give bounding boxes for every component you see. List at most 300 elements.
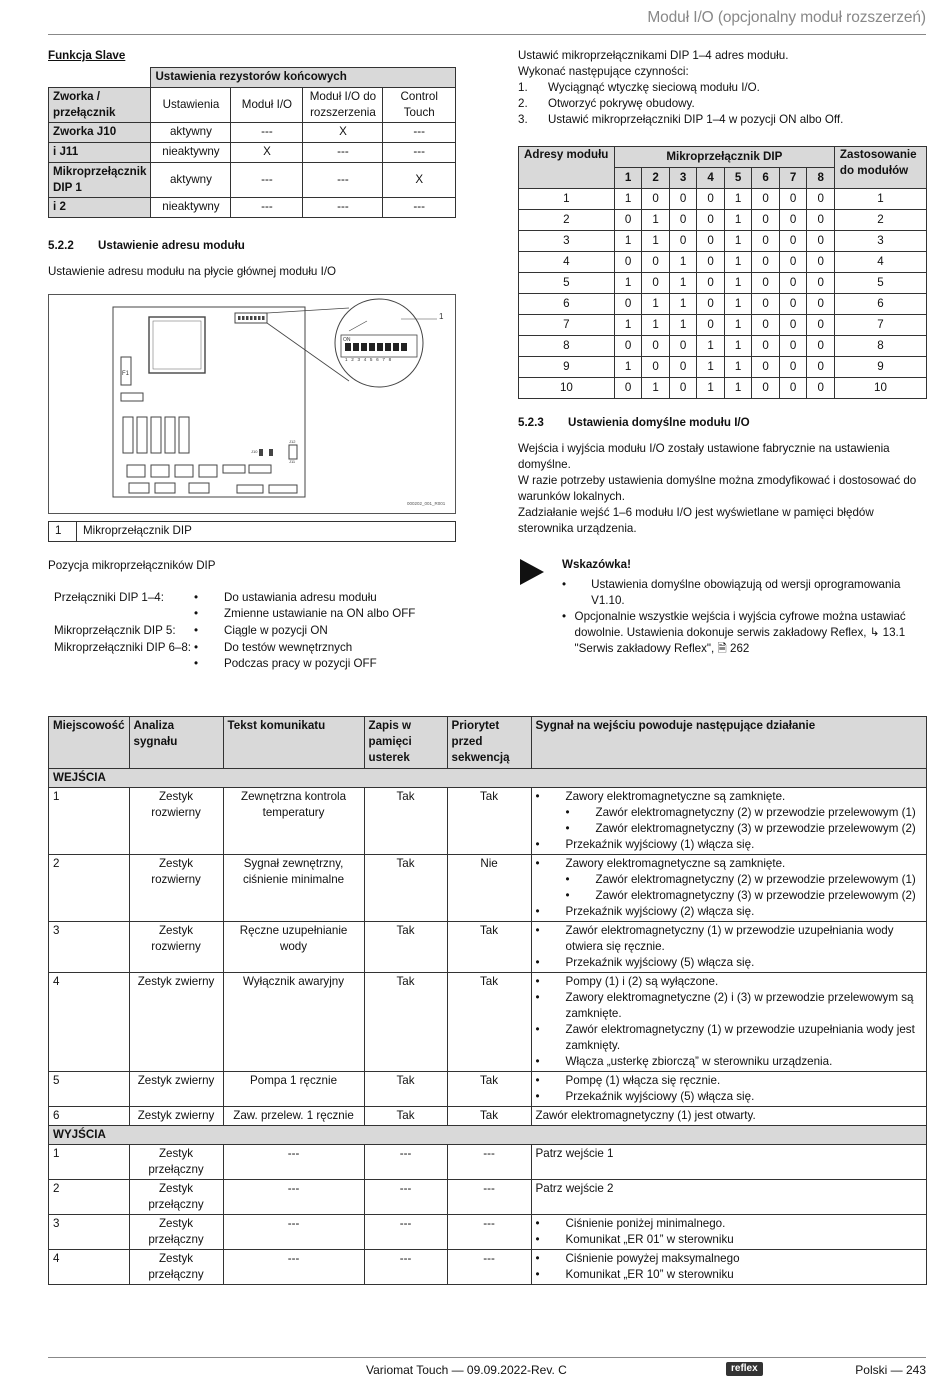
slave-cell-io: --- [231, 122, 303, 142]
io-header-cell: Priorytet przed sekwencją [447, 717, 531, 769]
dip-state: 1 [614, 272, 642, 293]
dip-state: 0 [807, 209, 835, 230]
dip-position-item [194, 656, 456, 672]
addr-dip-number: 3 [669, 167, 697, 188]
slave-row [49, 197, 456, 217]
ref-arrow-icon: ↳ [869, 625, 880, 639]
bullet: • [535, 1022, 540, 1036]
io-number: 3 [49, 1214, 130, 1249]
steps-list [518, 80, 927, 128]
io-header-cell: Analiza sygnału [129, 717, 223, 769]
io-action-item [536, 1251, 922, 1267]
dip-state: 0 [807, 293, 835, 314]
io-action [531, 1106, 926, 1125]
io-action-text: Ciśnienie poniżej minimalnego. [565, 1216, 726, 1230]
footer-divider [48, 1357, 926, 1358]
io-priority: --- [447, 1179, 531, 1214]
board-drawing [49, 295, 455, 513]
io-action-item [536, 1073, 922, 1089]
io-number: 1 [49, 787, 130, 854]
io-action-text: Zawór elektromagnetyczny (2) w przewodzie przelewowym (1) [595, 805, 916, 819]
io-action-text: Pompy (1) i (2) są wyłączone. [565, 974, 719, 988]
io-table-header [49, 717, 927, 769]
io-table-body [49, 769, 927, 1285]
io-table [48, 716, 927, 1285]
bullet: • [535, 904, 540, 918]
io-action-text: Przekaźnik wyjściowy (2) włącza się. [565, 904, 755, 918]
io-message: --- [223, 1179, 364, 1214]
io-action-text: Komunikat „ER 10” w sterowniku [565, 1267, 734, 1281]
legend-text: Mikroprzełącznik DIP [83, 524, 192, 538]
bullet: • [565, 821, 570, 835]
addr-col-address: Adresy modułu [519, 146, 615, 188]
dip-position-text: Zmienne ustawianie na ON albo OFF [224, 606, 416, 620]
io-row [49, 1106, 927, 1125]
address-value: 7 [519, 314, 615, 335]
dip-state: 0 [752, 230, 780, 251]
dip-position-item [194, 590, 456, 606]
dip-state: 1 [724, 356, 752, 377]
address-row [519, 314, 927, 335]
io-message: Zewnętrzna kontrola temperatury [223, 787, 364, 854]
dip-state: 0 [614, 293, 642, 314]
module-use: 6 [834, 293, 926, 314]
j11-label: J11 [289, 458, 296, 464]
io-number: 3 [49, 921, 130, 972]
io-action-item [536, 789, 922, 805]
dip-state: 0 [807, 335, 835, 356]
io-header-cell: Zapis w pamięci usterek [364, 717, 447, 769]
io-header-cell: Miejscowość [49, 717, 130, 769]
hint-box [518, 557, 927, 657]
dip-state: 0 [807, 251, 835, 272]
dip-state: 0 [752, 188, 780, 209]
address-row [519, 188, 927, 209]
section-number: 5.2.2 [48, 238, 74, 252]
slave-cell-settings: nieaktywny [151, 197, 231, 217]
slave-row [49, 122, 456, 142]
address-row [519, 377, 927, 398]
io-number: 5 [49, 1071, 130, 1106]
slave-row-label: Mikroprzełącznik DIP 1 [49, 162, 151, 197]
section-title: Ustawienia domyślne modułu I/O [568, 415, 750, 429]
dip-state: 0 [642, 272, 670, 293]
slave-row [49, 142, 456, 162]
address-value: 2 [519, 209, 615, 230]
io-action-item [536, 1054, 922, 1070]
module-use: 9 [834, 356, 926, 377]
bullet: • [535, 1251, 540, 1265]
io-memory: --- [364, 1144, 447, 1179]
io-action-item [536, 1022, 922, 1054]
io-signal: Zestyk rozwierny [129, 854, 223, 921]
io-action [531, 1179, 926, 1214]
bullet: • [535, 1267, 540, 1281]
slave-row-label: i 2 [49, 197, 151, 217]
io-action-item [536, 990, 922, 1022]
io-action-item [536, 837, 922, 853]
dip-position-values [194, 623, 456, 639]
io-action-item [536, 872, 922, 888]
dip-state: 0 [807, 356, 835, 377]
io-number: 6 [49, 1106, 130, 1125]
dip-state: 0 [752, 272, 780, 293]
io-action [531, 1249, 926, 1284]
bullet: • [535, 1089, 540, 1103]
dip-state: 1 [669, 293, 697, 314]
io-signal: Zestyk przełączny [129, 1214, 223, 1249]
dip-state: 1 [724, 251, 752, 272]
io-memory: --- [364, 1179, 447, 1214]
page-header-title: Moduł I/O (opcjonalny moduł rozszerzeń) [647, 9, 926, 26]
dip-state: 1 [642, 209, 670, 230]
address-row [519, 293, 927, 314]
io-signal: Zestyk zwierny [129, 972, 223, 1071]
dip-state: 0 [642, 188, 670, 209]
dip-state: 0 [779, 188, 807, 209]
step-number: 2. [518, 96, 528, 110]
io-action-item [536, 1216, 922, 1232]
slave-cell-settings: aktywny [151, 122, 231, 142]
io-action-item [536, 1267, 922, 1283]
io-section-row [49, 769, 927, 788]
slave-row-label: i J11 [49, 142, 151, 162]
dip-state: 0 [807, 377, 835, 398]
io-message: Sygnał zewnętrzny, ciśnienie minimalne [223, 854, 364, 921]
io-action-item [536, 974, 922, 990]
io-action-text: Zawory elektromagnetyczne są zamknięte. [565, 856, 786, 870]
io-action-item [536, 1232, 922, 1248]
step-text: Wyciągnąć wtyczkę sieciową modułu I/O. [548, 80, 760, 94]
dip-state: 0 [807, 272, 835, 293]
io-action-text: Patrz wejście 2 [535, 1181, 614, 1195]
io-action-item [536, 805, 922, 821]
io-signal: Zestyk zwierny [129, 1106, 223, 1125]
bullet: • [565, 872, 570, 886]
figure-code: 000202_001_R001 [407, 500, 446, 506]
dip-state: 1 [614, 314, 642, 335]
dip-position-row [48, 590, 456, 622]
io-signal: Zestyk zwierny [129, 1071, 223, 1106]
slave-cell-io-ext: --- [303, 142, 383, 162]
dip-numbers-label: 1 2 3 4 5 6 7 8 [345, 356, 393, 362]
io-action-item [536, 1089, 922, 1105]
io-signal: Zestyk przełączny [129, 1144, 223, 1179]
io-header-cell: Sygnał na wejściu powoduje następujące działanie [531, 717, 926, 769]
dip-position-key: Mikroprzełącznik DIP 5: [54, 623, 176, 637]
bullet: • [194, 606, 199, 620]
dip-position-text: Podczas pracy w pozycji OFF [224, 656, 377, 670]
addr-dip-number: 2 [642, 167, 670, 188]
io-number: 1 [49, 1144, 130, 1179]
slave-cell-ct: X [383, 162, 456, 197]
slave-cell-io: --- [231, 197, 303, 217]
io-action-item [536, 904, 922, 920]
io-priority: --- [447, 1214, 531, 1249]
step-text: Ustawić mikroprzełączniki DIP 1–4 w pozycji ON albo Off. [548, 112, 844, 126]
io-memory: Tak [364, 972, 447, 1071]
hint-text: Opcjonalnie wszystkie wejścia i wyjścia cyfrowe można ustawiać dowolnie. Ustawienia dokonuje serwis zakładowy Reflex, ↳ 13.1 "Serwis zakładowy Reflex", 🗎 262 [574, 609, 906, 655]
slave-cell-io-ext: X [303, 122, 383, 142]
dip-state: 1 [724, 230, 752, 251]
dip-state: 0 [697, 209, 725, 230]
slave-cell-io: --- [231, 162, 303, 197]
address-row [519, 335, 927, 356]
dip-state: 0 [779, 272, 807, 293]
slave-table [48, 67, 456, 218]
hint-arrow-icon [518, 557, 562, 657]
address-value: 1 [519, 188, 615, 209]
io-action [531, 921, 926, 972]
address-table [518, 146, 927, 399]
address-value: 9 [519, 356, 615, 377]
dip-state: 1 [614, 230, 642, 251]
slave-cell-ct: --- [383, 142, 456, 162]
dip-state: 0 [807, 314, 835, 335]
io-header-cell: Tekst komunikatu [223, 717, 364, 769]
io-message: Wyłącznik awaryjny [223, 972, 364, 1071]
right-column [518, 48, 927, 657]
address-value: 3 [519, 230, 615, 251]
io-action [531, 1144, 926, 1179]
footer-page: Polski — 243 [855, 1363, 926, 1377]
dip-state: 0 [697, 293, 725, 314]
dip-state: 0 [752, 356, 780, 377]
step-number: 1. [518, 80, 528, 94]
dip-state: 1 [724, 377, 752, 398]
dip-state: 1 [669, 314, 697, 335]
io-action [531, 1071, 926, 1106]
io-action-text: Patrz wejście 1 [535, 1146, 614, 1160]
io-action-text: Pompę (1) włącza się ręcznie. [565, 1073, 721, 1087]
module-use: 4 [834, 251, 926, 272]
section-523-p2: W razie potrzeby ustawienia domyślne można zmodyfikować i dostosować do warunków lokalnych. [518, 473, 917, 503]
addr-col-dip: Mikroprzełącznik DIP [614, 146, 834, 167]
hint-list [562, 577, 927, 657]
hint-item [562, 577, 927, 609]
io-message: --- [223, 1249, 364, 1284]
address-row [519, 251, 927, 272]
io-action-text: Zawory elektromagnetyczne (2) i (3) w przewodzie przelewowym są zamknięte. [565, 990, 914, 1020]
dip-state: 0 [669, 356, 697, 377]
slave-cell-io: X [231, 142, 303, 162]
address-row [519, 230, 927, 251]
dip-state: 1 [642, 314, 670, 335]
io-action [531, 854, 926, 921]
dip-state: 0 [779, 293, 807, 314]
slave-cell-ct: --- [383, 197, 456, 217]
section-522-intro: Ustawienie adresu modułu na płycie głównej modułu I/O [48, 264, 337, 278]
dip-state: 1 [724, 188, 752, 209]
io-signal: Zestyk przełączny [129, 1179, 223, 1214]
intro-line-2: Wykonać następujące czynności: [518, 64, 689, 78]
io-signal: Zestyk przełączny [129, 1249, 223, 1284]
dip-state: 0 [779, 251, 807, 272]
figure-legend [48, 521, 456, 542]
dip-state: 1 [642, 293, 670, 314]
io-row [49, 1179, 927, 1214]
callout-number: 1 [439, 311, 444, 321]
io-row [49, 787, 927, 854]
dip-state: 0 [697, 188, 725, 209]
module-use: 8 [834, 335, 926, 356]
step-text: Otworzyć pokrywę obudowy. [548, 96, 695, 110]
io-number: 2 [49, 854, 130, 921]
slave-col-settings: Ustawienia [151, 87, 231, 122]
io-memory: Tak [364, 1106, 447, 1125]
dip-state: 0 [669, 230, 697, 251]
dip-state: 0 [642, 356, 670, 377]
dip-state: 1 [697, 377, 725, 398]
dip-position-text: Ciągle w pozycji ON [224, 623, 328, 637]
reflex-logo: reflex [726, 1362, 763, 1376]
dip-state: 1 [614, 188, 642, 209]
dip-state: 0 [697, 230, 725, 251]
dip-position-row [48, 623, 456, 639]
dip-state: 0 [642, 251, 670, 272]
dip-position-key: Przełączniki DIP 1–4: [54, 590, 164, 604]
section-title: Ustawienie adresu modułu [98, 238, 245, 252]
j10-label: J10 [251, 448, 258, 454]
module-use: 7 [834, 314, 926, 335]
slave-cell-ct: --- [383, 122, 456, 142]
dip-position-title: Pozycja mikroprzełączników DIP [48, 558, 216, 572]
dip-state: 0 [614, 335, 642, 356]
io-action-text: Zawór elektromagnetyczny (3) w przewodzie przelewowym (2) [595, 888, 916, 902]
io-number: 4 [49, 1249, 130, 1284]
bullet: • [562, 577, 567, 591]
address-row [519, 272, 927, 293]
hint-text: Ustawienia domyślne obowiązują od wersji oprogramowania V1.10. [591, 577, 901, 607]
bullet: • [535, 1054, 540, 1068]
addr-dip-number: 4 [697, 167, 725, 188]
io-action-text: Przekaźnik wyjściowy (5) włącza się. [565, 955, 755, 969]
bullet: • [535, 1216, 540, 1230]
slave-cell-io-ext: --- [303, 197, 383, 217]
module-use: 2 [834, 209, 926, 230]
addr-dip-number: 8 [807, 167, 835, 188]
slave-cell-io-ext: --- [303, 162, 383, 197]
slave-body [49, 122, 456, 217]
dip-state: 0 [614, 377, 642, 398]
slave-col-io-ext: Moduł I/O do rozszerzenia [303, 87, 383, 122]
footer-doc: Variomat Touch — 09.09.2022-Rev. C [366, 1363, 567, 1377]
io-priority: Tak [447, 1071, 531, 1106]
bullet: • [535, 990, 540, 1004]
step-item [518, 80, 927, 96]
dip-position-values [194, 640, 456, 672]
dip-position-text: Do testów wewnętrznych [224, 640, 353, 654]
dip-state: 0 [779, 356, 807, 377]
io-section-row [49, 1125, 927, 1144]
io-action-text: Zawór elektromagnetyczny (2) w przewodzie przelewowym (1) [595, 872, 916, 886]
address-value: 5 [519, 272, 615, 293]
module-use: 10 [834, 377, 926, 398]
hint-item [562, 609, 927, 657]
address-body [519, 188, 927, 398]
address-value: 8 [519, 335, 615, 356]
dip-state: 1 [614, 356, 642, 377]
io-row [49, 1214, 927, 1249]
bullet: • [535, 856, 540, 870]
dip-state: 0 [752, 251, 780, 272]
bullet: • [535, 923, 540, 937]
dip-state: 0 [669, 377, 697, 398]
io-number: 2 [49, 1179, 130, 1214]
section-522-heading [48, 238, 456, 254]
io-priority: Tak [447, 972, 531, 1071]
left-column [48, 48, 456, 673]
dip-state: 1 [724, 272, 752, 293]
address-value: 10 [519, 377, 615, 398]
io-action-text: Przekaźnik wyjściowy (5) włącza się. [565, 1089, 755, 1103]
address-value: 6 [519, 293, 615, 314]
bullet: • [535, 1232, 540, 1246]
address-row [519, 356, 927, 377]
dip-on-label: ON [343, 336, 351, 343]
slave-row [49, 162, 456, 197]
addr-dip-number: 6 [752, 167, 780, 188]
slave-cell-settings: nieaktywny [151, 142, 231, 162]
io-memory: Tak [364, 1071, 447, 1106]
slave-title: Funkcja Slave [48, 49, 126, 62]
section-523-p1: Wejścia i wyjścia modułu I/O zostały ustawione fabrycznie na ustawienia domyślne. [518, 441, 890, 471]
io-message: Ręczne uzupełnianie wody [223, 921, 364, 972]
io-action [531, 787, 926, 854]
bullet: • [535, 789, 540, 803]
bullet: • [535, 974, 540, 988]
io-priority: Tak [447, 921, 531, 972]
io-section-label: WEJŚCIA [49, 769, 927, 788]
io-action-text: Zawór elektromagnetyczny (3) w przewodzie przelewowym (2) [595, 821, 916, 835]
bullet: • [535, 837, 540, 851]
io-action-text: Przekaźnik wyjściowy (1) włącza się. [565, 837, 755, 851]
step-number: 3. [518, 112, 528, 126]
io-row [49, 1071, 927, 1106]
io-message: --- [223, 1214, 364, 1249]
dip-state: 0 [669, 335, 697, 356]
dip-state: 0 [697, 314, 725, 335]
dip-state: 1 [669, 272, 697, 293]
dip-position-text: Do ustawiania adresu modułu [224, 590, 377, 604]
io-priority: Nie [447, 854, 531, 921]
slave-group-header: Ustawienia rezystorów końcowych [151, 67, 456, 87]
slave-col-io: Moduł I/O [231, 87, 303, 122]
dip-state: 1 [724, 293, 752, 314]
dip-state: 1 [642, 230, 670, 251]
address-row [519, 209, 927, 230]
io-priority: --- [447, 1144, 531, 1179]
intro-line-1: Ustawić mikroprzełącznikami DIP 1–4 adres modułu. [518, 49, 789, 62]
dip-position-item [194, 640, 456, 656]
io-action-item [536, 856, 922, 872]
dip-state: 0 [669, 188, 697, 209]
dip-state: 0 [752, 377, 780, 398]
dip-state: 0 [779, 230, 807, 251]
io-action-item [536, 955, 922, 971]
io-action [531, 972, 926, 1071]
address-value: 4 [519, 251, 615, 272]
legend-number: 1 [49, 522, 77, 541]
addr-col-use: Zastosowanie do modułów [834, 146, 926, 188]
bullet: • [535, 1073, 540, 1087]
dip-state: 0 [779, 335, 807, 356]
dip-position-item [194, 606, 456, 622]
bullet: • [565, 805, 570, 819]
section-523-p3: Zadziałanie wejść 1–6 modułu I/O jest wyświetlane w pamięci błędów sterownika urządzenia. [518, 505, 874, 535]
module-use: 1 [834, 188, 926, 209]
io-action [531, 1214, 926, 1249]
